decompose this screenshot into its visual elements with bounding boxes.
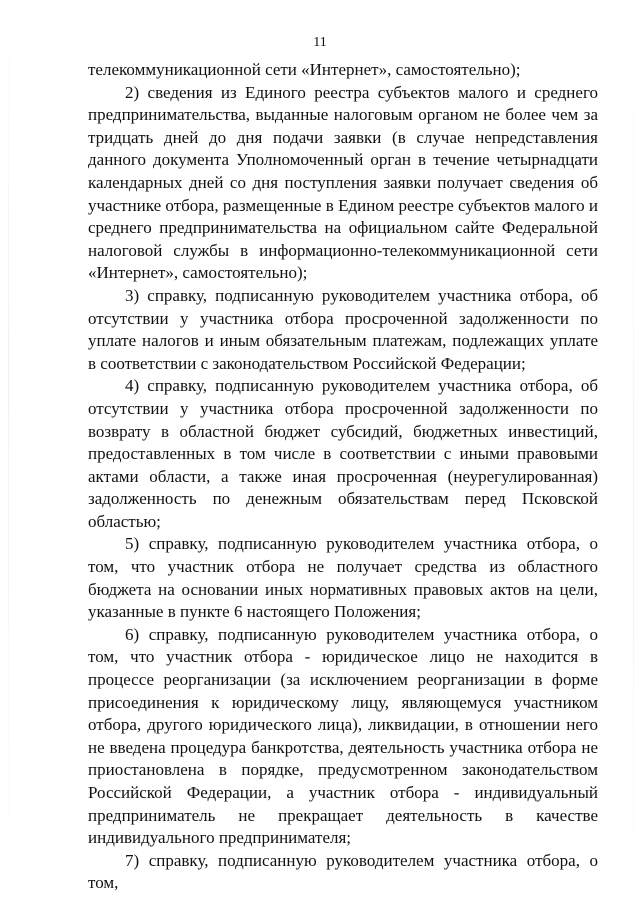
document-body bbox=[88, 59, 598, 895]
paragraph-item-2: 2) сведения из Единого реестра субъектов малого и среднего предпринимательства, выданные налоговым органом не более чем за тридцать дней до дня подачи заявки (в случае непредставления данного документа Уполномоченный орган в течение четырнадцати календарных дней со дня поступления заявки получает сведения об участнике отбора, размещенные в Едином реестре субъектов малого и среднего предпринимательства на официальном сайте Федеральной налоговой службы в информационно-телекоммуникационной сети «Интернет», самостоятельно); bbox=[88, 82, 598, 283]
scan-edge-right bbox=[633, 0, 634, 905]
paragraph-item-6: 6) справку, подписанную руководителем участника отбора, о том, что участник отбора - юридическое лицо не находится в процессе реорганизации (за исключением реорганизации в форме присоединения к юридическому лицу, являющемуся участником отбора, другого юридического лица), ликвидации, в отношении него не введена процедура банкротства, деятельность участника отбора не приостановлена в порядке, предусмотренном законодательством Российской Федерации, а участник отбора - индивидуальный предприниматель не прекращает деятельность в качестве индивидуального предпринимателя; bbox=[88, 624, 598, 848]
paragraph-item-7: 7) справку, подписанную руководителем участника отбора, о том, bbox=[88, 850, 598, 893]
paragraph-item-5: 5) справку, подписанную руководителем участника отбора, о том, что участник отбора не получает средства из областного бюджета на основании иных нормативных правовых актов на цели, указанные в пункте 6 настоящего Положения; bbox=[88, 534, 598, 622]
paragraph-continuation: телекоммуникационной сети «Интернет», самостоятельно); bbox=[88, 60, 521, 79]
paragraph-item-4: 4) справку, подписанную руководителем участника отбора, об отсутствии у участника отбора просроченной задолженности по возврату в областной бюджет субсидий, бюджетных инвестиций, предоставленных в том числе в соответствии с иными правовыми актами области, а также иная просроченная (неурегулированная) задолженность по денежным обязательствам перед Псковской областью; bbox=[88, 376, 598, 531]
scan-edge-left bbox=[8, 0, 9, 905]
paragraph-item-3: 3) справку, подписанную руководителем участника отбора, об отсутствии у участника отбора просроченной задолженности по уплате налогов и иным обязательным платежам, подлежащих уплате в соответствии с законодательством Российской Федерации; bbox=[88, 285, 598, 373]
page-number: 11 bbox=[313, 35, 327, 50]
